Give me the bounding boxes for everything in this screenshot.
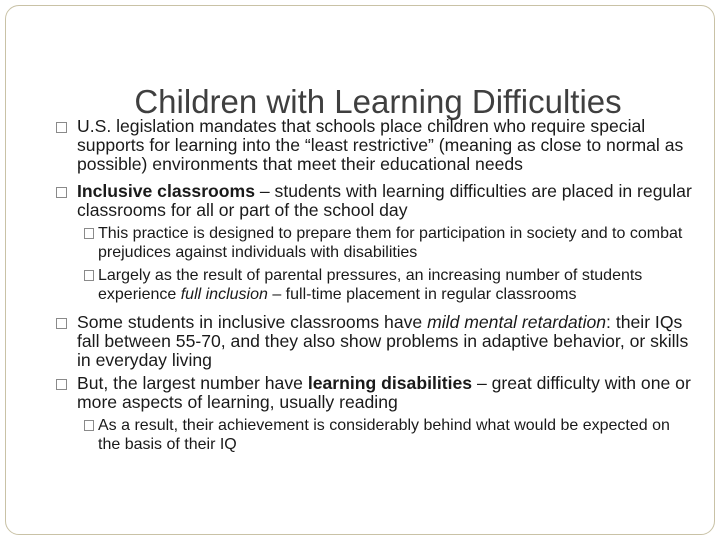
bullet-text: As a result, their achievement is considerably behind what would be expected on the basis of their IQ	[98, 417, 670, 453]
square-bullet-icon	[84, 270, 94, 281]
bullet-text: Some students in inclusive classrooms have	[77, 312, 428, 332]
square-bullet-icon	[84, 420, 94, 431]
bullet-item	[56, 117, 696, 174]
bullet-item	[56, 374, 696, 412]
bullet-text: But, the largest number have	[77, 373, 308, 393]
sub-bullet-item	[56, 266, 696, 304]
square-bullet-icon	[56, 318, 67, 329]
bullet-term: learning disabilities	[307, 373, 473, 393]
bullet-text: U.S. legislation mandates that schools place children who require special supports for learning into the “least restrictive” (meaning as close to normal as possible) environments that meet their educational needs	[77, 116, 684, 174]
square-bullet-icon	[56, 379, 67, 390]
square-bullet-icon	[56, 187, 67, 198]
bullet-item	[56, 313, 696, 370]
square-bullet-icon	[56, 122, 67, 133]
bullet-term: full inclusion	[180, 286, 268, 303]
bullet-text: – students with learning difficulties are placed in regular classrooms for all or part of the school day	[77, 181, 692, 220]
bullet-term: Inclusive classrooms	[77, 181, 255, 201]
sub-bullet-item	[56, 416, 696, 454]
bullet-item	[56, 182, 696, 220]
bullet-list	[56, 117, 696, 458]
bullet-text: – great difficulty with one or more aspects of learning, usually reading	[77, 373, 691, 412]
bullet-text: Largely as the result of parental pressures, an increasing number of students experience	[98, 267, 643, 303]
square-bullet-icon	[84, 228, 94, 239]
bullet-text: : their IQs fall between 55-70, and they also show problems in adaptive behavior, or skills in everyday living	[77, 312, 689, 370]
bullet-term: mild mental retardation	[427, 312, 607, 332]
bullet-text: – full-time placement in regular classrooms	[267, 286, 577, 303]
slide-title: Children with Learning Difficulties	[134, 83, 622, 121]
sub-bullet-item	[56, 224, 696, 262]
bullet-text: This practice is designed to prepare them for participation in society and to combat prejudices against individuals with disabilities	[98, 225, 683, 261]
